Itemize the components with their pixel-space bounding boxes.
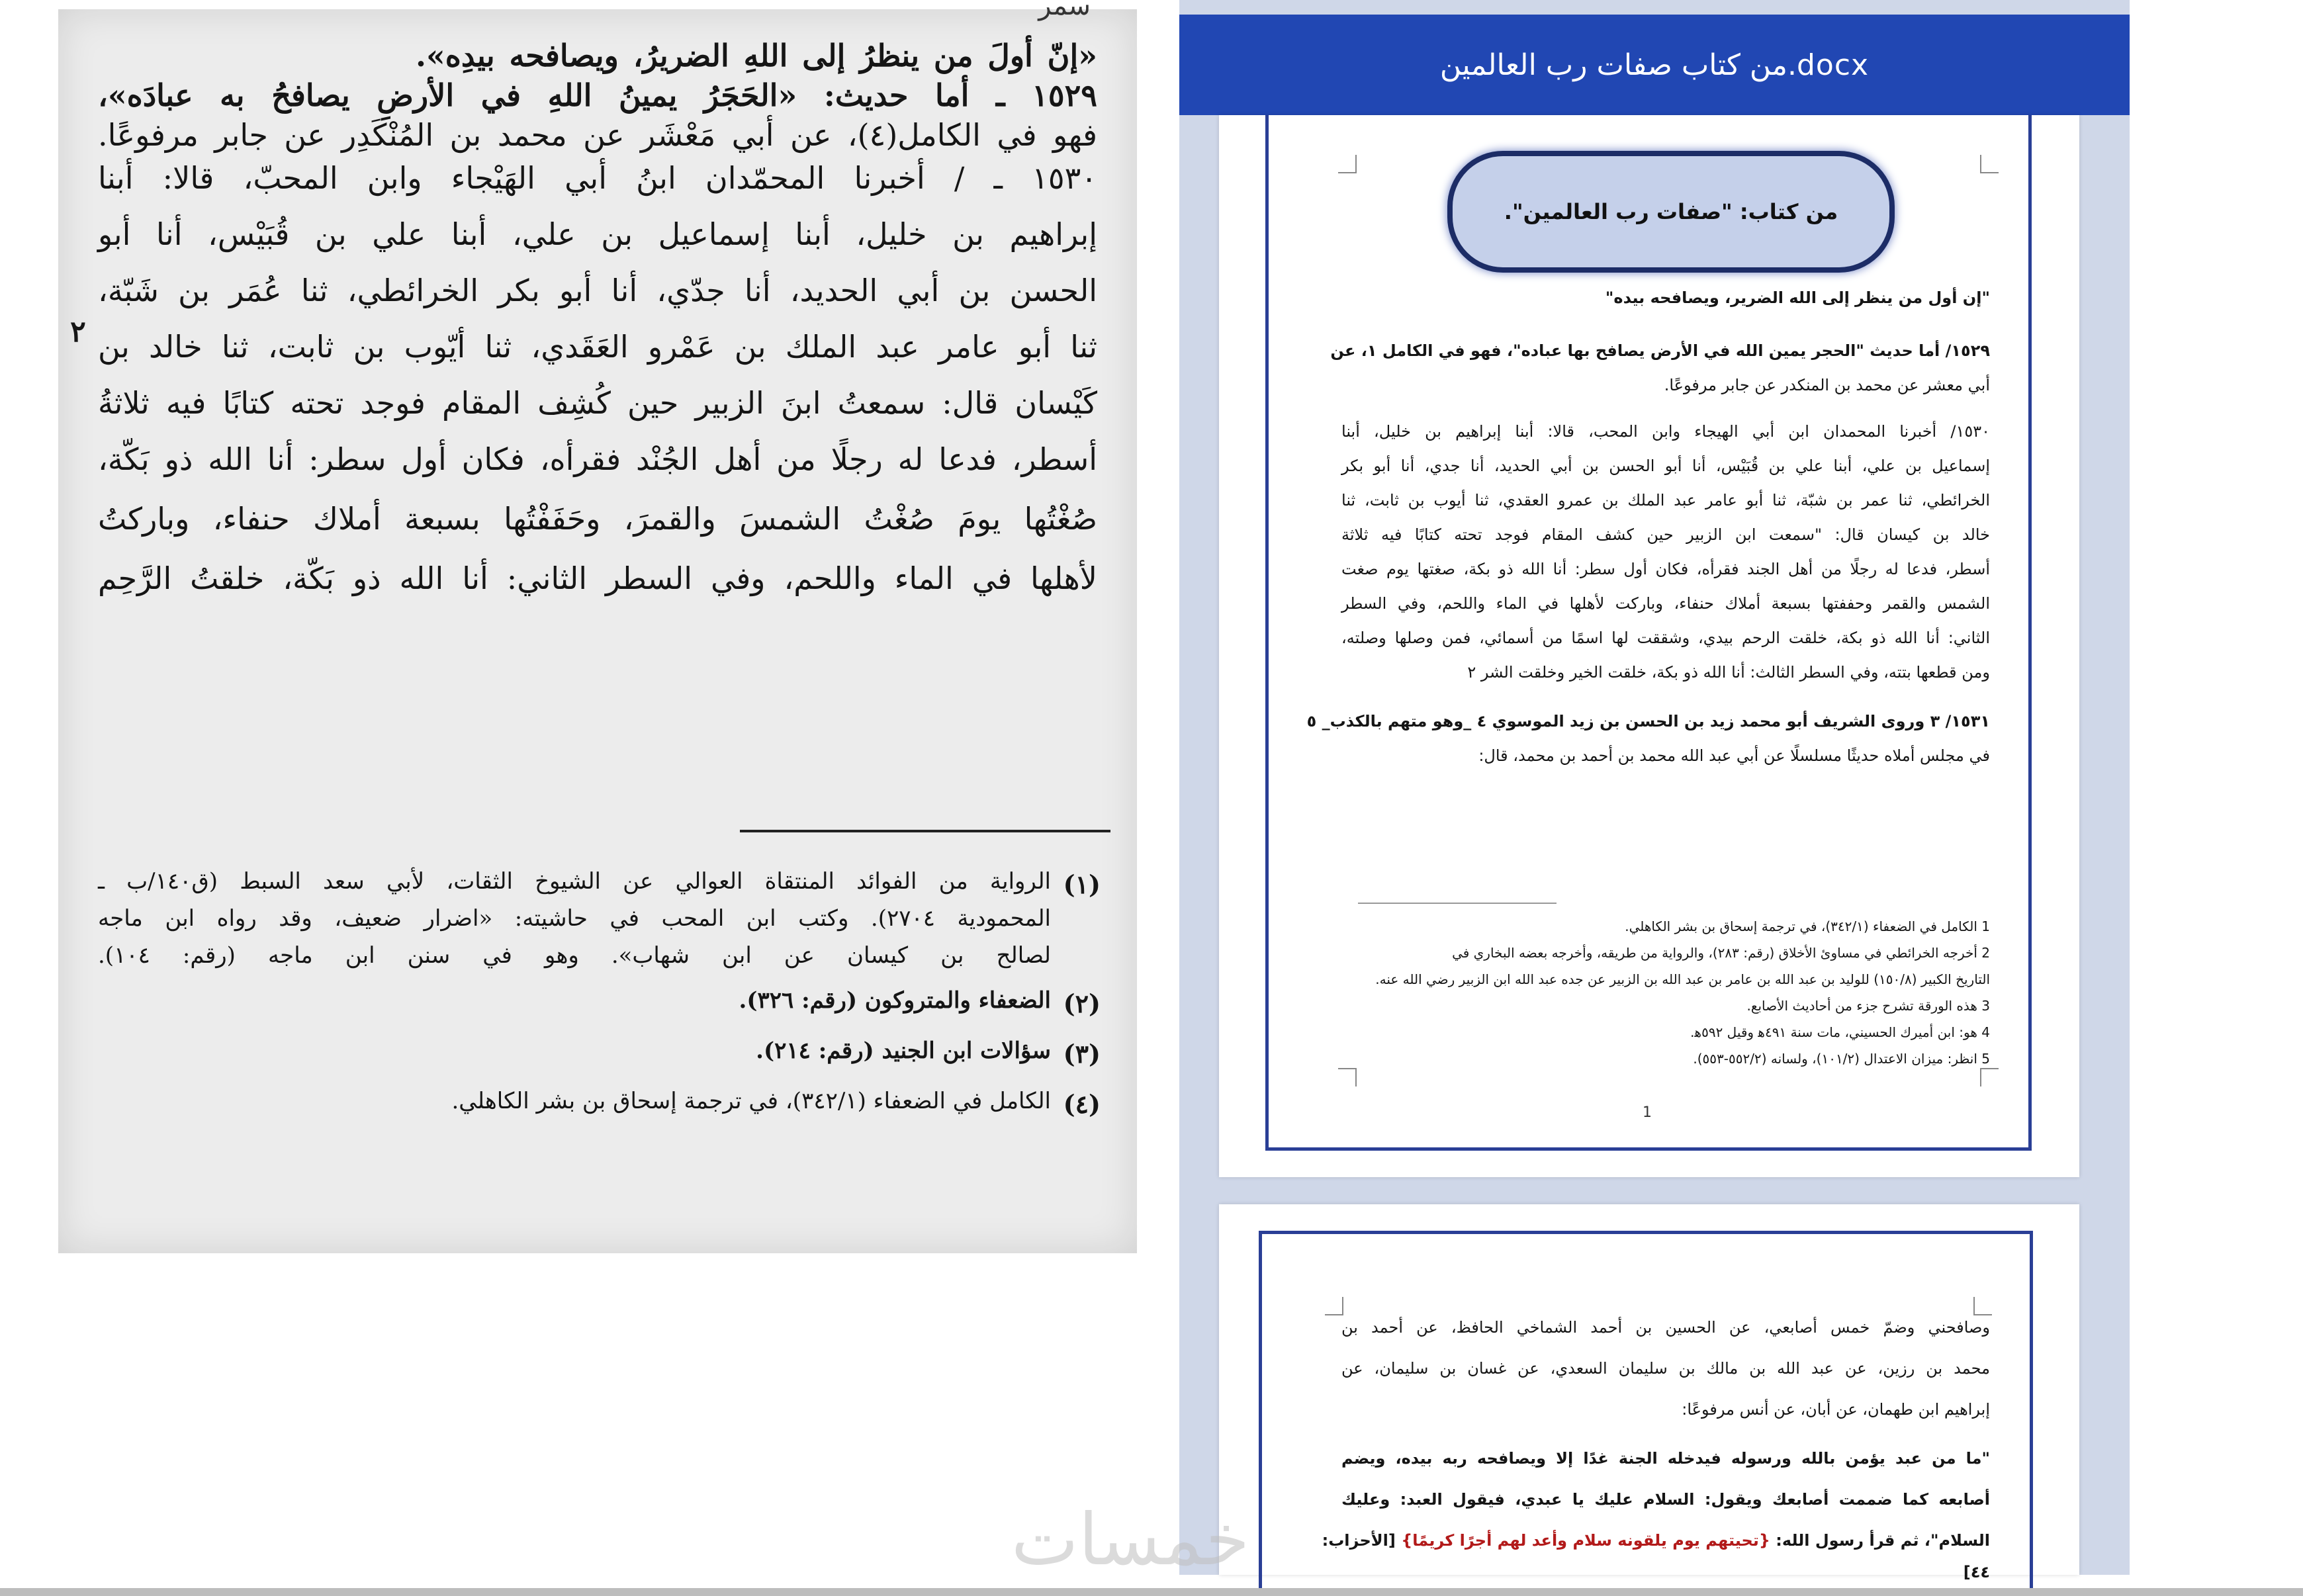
scan-line-2: ١٥٢٩ ـ أما حديث: «الحَجَرُ يمينُ اللهِ في الأرضِ يصافحُ به عبادَه»،	[98, 77, 1097, 113]
margin-corner-mark	[1980, 155, 1999, 173]
line-start: السلام"، ثم قرأ رسول الله:	[1770, 1531, 1990, 1550]
doc-p2-line1: وصافحني وضمّ خمس أصابعي، عن الحسين بن أحمد الشماخي الحافظ، عن أحمد بن	[1341, 1318, 1990, 1337]
line-end: [الأحزاب:	[1322, 1531, 1402, 1550]
doc-p2-line3: إبراهيم ابن طهمان، عن أبان، عن أنس مرفوعًا:	[1682, 1400, 1990, 1419]
doc-p2-footer-fragment: ٤٤]	[1963, 1563, 1990, 1581]
doc-footnote-5: 5 انظر: ميزان الاعتدال (١٠١/٢)، ولسانه (٥٥٢/٢-٥٥٣).	[1693, 1051, 1990, 1067]
top-text-fragment: سمر	[1038, 0, 1091, 21]
scan-line-1: «إنّ أولَ من ينظرُ إلى اللهِ الضريرُ، ويصافحه بيدِه».	[416, 38, 1097, 73]
scan-line-11: لأهلها في الماء واللحم، وفي السطر الثاني: أنا الله ذو بَكّة، خلقتُ الرَّحِم	[98, 560, 1097, 596]
doc-para2-line7: الثاني: أنا الله ذو بكة، خلقت الرحم بيدي، وشققت لها اسمًا من أسمائي، فمن وصلها وصلته،	[1341, 629, 1990, 647]
title-pill	[1447, 151, 1895, 273]
doc-para1-line2: أبي معشر عن محمد بن المنكدر عن جابر مرفوعًا.	[1664, 376, 1990, 394]
document-page-2	[1219, 1204, 2079, 1581]
scan-footnote-3: سؤالات ابن الجنيد (رقم: ٢١٤).	[756, 1038, 1051, 1064]
bottom-strip	[0, 1588, 2303, 1596]
scan-footnote-1-cont: المحمودية ٢٧٠٤). وكتب ابن المحب في حاشيته: «اضرار ضعيف، وقد رواه ابن ماجه	[98, 905, 1051, 932]
doc-para3-line2: في مجلس أملاه حديثًا مسلسلًا عن أبي عبد الله محمد بن أحمد بن محمد، قال:	[1478, 746, 1990, 765]
scanned-book-page	[58, 0, 1137, 1253]
doc-footnote-4: 4 هو: ابن أميرك الحسيني، مات سنة ٤٩١ﻫ وقيل ٥٩٢ﻫ.	[1690, 1024, 1990, 1040]
document-title: من كتاب صفات رب العالمين.docx	[1439, 48, 1870, 82]
margin-number: ٢	[70, 315, 86, 349]
doc-p2-bold-line3	[1322, 1523, 1990, 1558]
footnote-separator	[740, 830, 1110, 832]
doc-p2-bold-line2: أصابعه كما ضممت أصابعك ويقول: السلام عليك يا عبدي، فيقول العبد: وعليك	[1341, 1490, 1990, 1509]
page-number: 1	[1643, 1104, 1652, 1121]
scan-line-9: أسطر، فدعا له رجلًا من أهل الجُنْد فقرأه، فكان أول سطر: أنا الله ذو بَكّة،	[98, 441, 1097, 477]
scan-footnote-1-cont2: لصالح بن كيسان عن ابن شهاب». وهو في سنن ابن ماجه (رقم: ١٠٤).	[98, 942, 1051, 969]
pill-title: من كتاب: "صفات رب العالمين".	[1504, 199, 1838, 224]
doc-para2-line6: الشمس والقمر وحففتها بسبعة أملاك حنفاء، وباركت لأهلها في الماء واللحم، وفي السطر	[1341, 594, 1990, 613]
scan-footnote-number-2: (٢)	[1063, 989, 1101, 1018]
watermark-logo: خمسات	[1011, 1499, 1250, 1581]
scan-footnote-1: الرواية من الفوائد المنتقاة العوالي عن الشيوخ الثقات، لأبي سعد السبط (ق١٤٠/ب ـ	[98, 868, 1051, 895]
doc-heading: "إن أول من ينظر إلى الله الضرير، ويصافحه بيده"	[1605, 288, 1990, 307]
doc-footnote-2-cont: التاريخ الكبير (١٥٠/٨) للوليد بن عبد الله بن عامر بن عبد الله بن الزبير عن جده عبد الله ابن الزبير رضي الله عنه.	[1375, 971, 1990, 987]
doc-para2-line8: ومن قطعها بتته، وفي السطر الثالث: أنا الله ذو بكة، خلقت الخير وخلقت الشر ٢	[1467, 663, 1990, 682]
scan-footnote-number-4: (٤)	[1063, 1089, 1101, 1119]
scan-line-5: إبراهيم بن خليل، أبنا إسماعيل بن علي، أبنا علي بن قُبَيْس، أنا أبو	[98, 216, 1097, 252]
scan-line-8: كَيْسان قال: سمعتُ ابنَ الزبير حين كُشِف المقام فوجد تحته كتابًا فيه ثلاثةُ	[98, 385, 1097, 421]
scan-line-6: الحسن بن أبي الحديد، أنا جدّي، أنا أبو بكر الخرائطي، ثنا عُمَر بن شَبّة،	[98, 273, 1097, 308]
document-page-1	[1219, 115, 2079, 1177]
scan-line-10: صُغْتُها يومَ صُغْتُ الشمسَ والقمرَ، وحَفَفْتُها بسبعة أملاك حنفاء، وباركتُ	[98, 501, 1097, 537]
doc-p2-line2: محمد بن رزين، عن عبد الله بن مالك بن سليمان السعدي، عن غسان بن سليمان، عن	[1341, 1359, 1990, 1378]
doc-footnote-3: 3 هذه الورقة تشرح جزء من أحاديث الأصابع.	[1746, 998, 1990, 1014]
scan-footnote-4: الكامل في الضعفاء (٣٤٢/١)، في ترجمة إسحاق بن بشر الكاهلي.	[451, 1088, 1051, 1114]
margin-corner-mark	[1980, 1068, 1999, 1086]
doc-para2-line4: خالد بن كيسان قال: "سمعت ابن الزبير حين كشف المقام فوجد تحته كتابًا فيه ثلاثة	[1341, 525, 1990, 544]
margin-corner-mark	[1338, 1068, 1357, 1086]
doc-para2-line3: الخرائطي، ثنا عمر بن شبّة، ثنا أبو عامر عبد الملك بن عمرو العقدي، ثنا أيوب بن ثابت، ثنا	[1341, 491, 1990, 510]
doc-para2-line5: أسطر، فدعا له رجلًا من أهل الجند فقرأه، فكان أول سطر: أنا الله ذو بكة، صغتها يوم صغت	[1341, 560, 1990, 578]
doc-footnote-1: 1 الكامل في الضعفاء (٣٤٢/١)، في ترجمة إسحاق بن بشر الكاهلي.	[1625, 918, 1990, 934]
doc-para1-line1: ١٥٢٩/ أما حديث "الحجر يمين الله في الأرض يصافح بها عباده"، فهو في الكامل ١، عن	[1330, 341, 1990, 360]
viewer-title-bar	[1179, 15, 2130, 115]
document-viewer	[1179, 0, 2130, 1581]
scan-line-3: فهو في الكامل(٤)، عن أبي مَعْشَر عن محمد بن المُنْكَدِر عن جابر مرفوعًا.	[98, 117, 1097, 153]
scan-footnote-number-1: (١)	[1063, 869, 1101, 899]
margin-corner-mark	[1325, 1297, 1343, 1315]
margin-corner-mark	[1338, 155, 1357, 173]
quran-quote: {تحيتهم يوم يلقونه سلام وأعد لهم أجرًا كريمًا}	[1401, 1531, 1770, 1550]
doc-p2-bold-line1: "ما من عبد يؤمن بالله ورسوله فيدخله الجنة غدًا إلا ويصافحه ربه بيده، ويضم	[1341, 1449, 1990, 1468]
scan-line-7: ثنا أبو عامر عبد الملك بن عَمْرو العَقَدي، ثنا أيّوب بن ثابت، ثنا خالد بن	[98, 329, 1097, 365]
footnote-separator	[1358, 903, 1557, 904]
doc-para3-line1: ١٥٣١/ ٣ وروى الشريف أبو محمد زيد بن الحسن بن زيد الموسوي ٤ _وهو متهم بالكذب_ ٥	[1306, 712, 1990, 731]
doc-para2-line1: ١٥٣٠/ أخبرنا المحمدان ابن أبي الهيجاء وابن المحب، قالا: أبنا إبراهيم بن خليل، أبنا	[1341, 422, 1990, 441]
scan-line-4: ١٥٣٠ ـ / أخبرنا المحمّدان ابنُ أبي الهَيْجاء وابن المحبّ، قالا: أبنا	[98, 160, 1097, 196]
doc-footnote-2: 2 أخرجه الخرائطي في مساوئ الأخلاق (رقم: ٢٨٣)، والرواية من طريقه، وأخرجه بعضه البخاري في	[1452, 945, 1990, 961]
doc-para2-line2: إسماعيل بن علي، أبنا علي بن قُبَيْس، أنا أبو الحسن بن أبي الحديد، أنا جدي، أنا أبو بكر	[1341, 457, 1990, 475]
scan-footnote-2: الضعفاء والمتروكون (رقم: ٣٢٦).	[739, 987, 1051, 1014]
scan-footnote-number-3: (٣)	[1063, 1039, 1101, 1069]
